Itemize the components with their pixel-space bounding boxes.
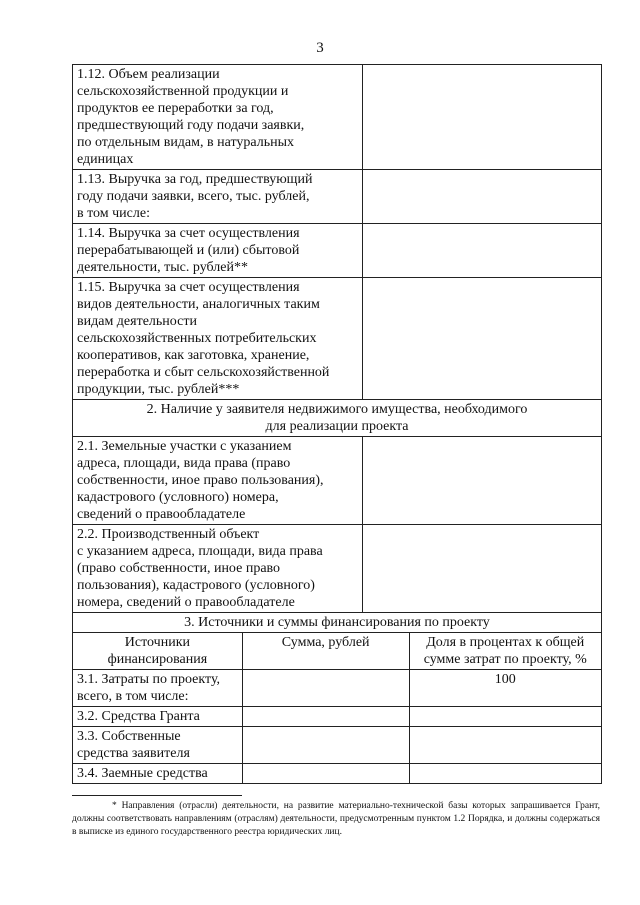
footnote xyxy=(72,800,600,839)
row-label-3-2: 3.2. Средства Гранта xyxy=(73,707,243,727)
row-label-3-4: 3.4. Заемные средства xyxy=(73,764,243,784)
table-row xyxy=(73,727,602,764)
footnote-text: Направления (отрасли) деятельности, на развитие материально-технической базы которых запрашивается Грант, должны соответствовать направлениям (отраслям) деятельности, предусмотренным пунктом 1.2 Порядка, и должны содержаться в выписке из единого государственного реестра юридических лиц. xyxy=(72,801,600,837)
section-header-row xyxy=(73,613,602,633)
table-row xyxy=(73,670,602,707)
row-value-1-14[interactable] xyxy=(362,224,601,278)
header-sum: Сумма, рублей xyxy=(242,633,409,670)
section-2-title: 2. Наличие у заявителя недвижимого имущества, необходимого для реализации проекта xyxy=(73,400,602,437)
table-row xyxy=(73,437,602,525)
application-table xyxy=(72,64,602,613)
row-value-1-15[interactable] xyxy=(362,278,601,400)
table-row xyxy=(73,65,602,170)
row-sum-3-1[interactable] xyxy=(242,670,409,707)
row-sum-3-2[interactable] xyxy=(242,707,409,727)
financing-table xyxy=(72,612,602,784)
row-label-3-1: 3.1. Затраты по проекту, всего, в том числе: xyxy=(73,670,243,707)
row-value-2-2[interactable] xyxy=(362,525,601,613)
section-3-title: 3. Источники и суммы финансирования по проекту xyxy=(73,613,602,633)
footnote-divider xyxy=(72,795,242,796)
row-label-1-15: 1.15. Выручка за счет осуществления видов деятельности, аналогичных таким видам деятельности сельскохозяйственных потребительских кооперативов, как заготовка, хранение, переработка и сбыт сельскохозяйственной продукции, тыс. рублей*** xyxy=(73,278,363,400)
page-number: 3 xyxy=(316,40,324,56)
table-row xyxy=(73,764,602,784)
row-value-1-13[interactable] xyxy=(362,170,601,224)
header-share: Доля в процентах к общей сумме затрат по проекту, % xyxy=(409,633,601,670)
row-share-3-3[interactable] xyxy=(409,727,601,764)
table-row xyxy=(73,525,602,613)
table-row xyxy=(73,170,602,224)
row-label-2-1: 2.1. Земельные участки с указанием адреса, площади, вида права (право собственности, иное право пользования), кадастрового (условного) номера, сведений о правообладателе xyxy=(73,437,363,525)
row-value-2-1[interactable] xyxy=(362,437,601,525)
row-label-2-2: 2.2. Производственный объект с указанием адреса, площади, вида права (право собственности, иное право пользования), кадастрового (условного) номера, сведений о правообладателе xyxy=(73,525,363,613)
row-value-1-12[interactable] xyxy=(362,65,601,170)
row-sum-3-4[interactable] xyxy=(242,764,409,784)
row-share-3-4[interactable] xyxy=(409,764,601,784)
header-row xyxy=(73,633,602,670)
row-sum-3-3[interactable] xyxy=(242,727,409,764)
row-share-3-1[interactable]: 100 xyxy=(409,670,601,707)
footnote-marker: * xyxy=(112,801,117,811)
row-label-1-14: 1.14. Выручка за счет осуществления перерабатывающей и (или) сбытовой деятельности, тыс. рублей** xyxy=(73,224,363,278)
row-label-3-3: 3.3. Собственные средства заявителя xyxy=(73,727,243,764)
row-label-1-12: 1.12. Объем реализации сельскохозяйственной продукции и продуктов ее переработки за год, предшествующий году подачи заявки, по отдельным видам, в натуральных единицах xyxy=(73,65,363,170)
row-share-3-2[interactable] xyxy=(409,707,601,727)
table-row xyxy=(73,224,602,278)
section-header-row xyxy=(73,400,602,437)
table-row xyxy=(73,707,602,727)
table-row xyxy=(73,278,602,400)
header-sources: Источники финансирования xyxy=(73,633,243,670)
row-label-1-13: 1.13. Выручка за год, предшествующий году подачи заявки, всего, тыс. рублей, в том числе: xyxy=(73,170,363,224)
